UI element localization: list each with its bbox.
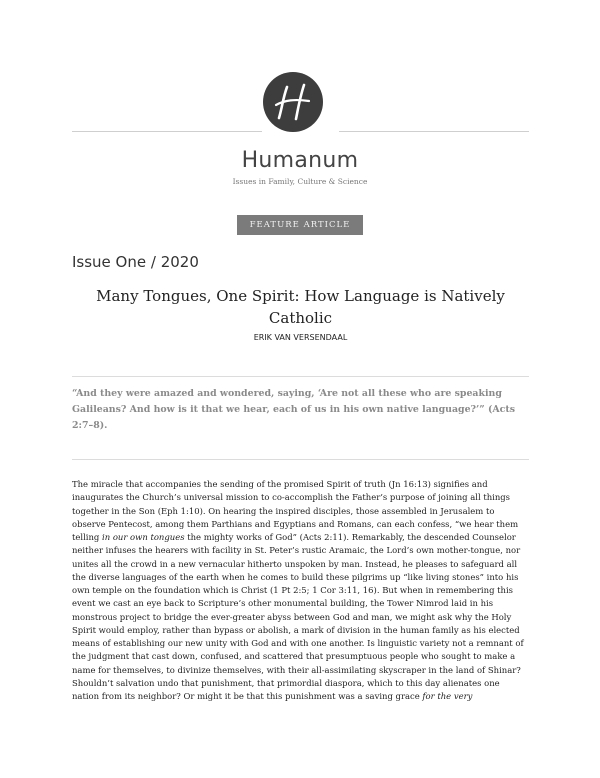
- body-text-1: The miracle that accompanies the sending of the promised Spirit of truth (Jn 16:13) signifies and inaugurates the Church’s universal mission to co-accomplish the Father’s purpose of joining all things together in the Son (Eph 1:10). On hearing the inspired disciples, those assembled in Jerusalem to observe Pentecost, among them Parthians and Egyptians and Romans, can each confess, “we hear them telling: [72, 479, 519, 542]
- body-text-2: the mighty works of God” (Acts 2:11). Remarkably, the descended Counselor neither infuses the hearers with facility in St. Peter’s rustic Aramaic, the Lord’s own mother-tongue, nor unites all the crowd in a new vernacular hitherto unspoken by man. Instead, he pleases to safeguard all the diverse languages of the earth when he comes to build these pilgrims up “like living stones” into his own temple on the foundation which is Christ (1 Pt 2:5; 1 Cor 3:11, 16). But when in remembering this event we cast an eye back to Scripture’s other monumental building, the Tower Nimrod laid in his monstrous project to bridge the ever-greater abyss between God and man, we might ask why the Holy Spirit would employ, rather than bypass or abolish, a mark of division in the human family as his elected means of establishing our new unity with God and with one another. Is linguistic variety not a remnant of the judgment that cast down, confused, and scattered that presumptuous people who sought to make a name for themselves, to divinize themselves, with their all-assimilating skyscraper in the land of Shinar? Shouldn’t salvation undo that punishment, that primordial diaspora, which to this day alienates one nation from its neighbor? Or might it be that this punishment was a saving grace: [72, 532, 524, 701]
- issue-label: Issue One / 2020: [72, 253, 199, 271]
- body-emphasis-1: in our own tongues: [102, 532, 185, 542]
- logo-divider-left: [72, 131, 262, 132]
- humanum-logo-icon: [263, 72, 323, 132]
- article-body: [72, 478, 529, 703]
- masthead-tagline: Issues in Family, Culture & Science: [232, 177, 368, 186]
- masthead-logo: [72, 72, 529, 134]
- feature-article-badge: FEATURE ARTICLE: [237, 215, 363, 235]
- logo-h-glyph: [263, 72, 323, 132]
- article-author: ERIK VAN VERSENDAAL: [253, 333, 348, 342]
- masthead-title: Humanum: [241, 148, 359, 173]
- body-emphasis-2: for the very: [422, 691, 473, 701]
- logo-divider-right: [339, 131, 529, 132]
- divider-top: [72, 376, 529, 377]
- divider-bottom: [72, 459, 529, 460]
- article-epigraph: “And they were amazed and wondered, saying, ‘Are not all these who are speaking Galileans? And how is it that we hear, each of us in his own native language?’” (Acts 2:7–8).: [72, 388, 515, 431]
- article-title: Many Tongues, One Spirit: How Language is Natively Catholic: [96, 287, 505, 327]
